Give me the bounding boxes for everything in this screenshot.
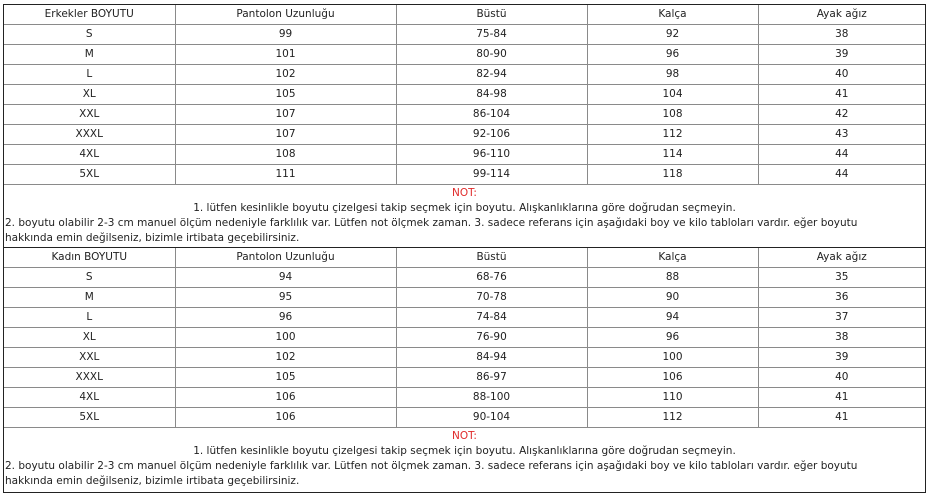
table-cell: 42	[758, 105, 925, 125]
women-header-hip: Kalça	[587, 248, 758, 268]
table-cell: 35	[758, 268, 925, 288]
table-row	[4, 408, 925, 428]
table-cell: L	[4, 65, 175, 85]
table-cell: 41	[758, 85, 925, 105]
men-note-title: NOT:	[452, 187, 477, 199]
table-cell: 5XL	[4, 165, 175, 185]
table-cell: 106	[175, 408, 396, 428]
table-cell: 86-97	[396, 368, 587, 388]
men-table-body	[4, 25, 925, 185]
women-note	[4, 428, 925, 490]
table-cell: 39	[758, 348, 925, 368]
men-note-line2: 2. boyutu olabilir 2-3 cm manuel ölçüm nedeniyle farklılık var. Lütfen not ölçmek zaman. 3. sadece referans için aşağıdaki boy ve kilo tabloları vardır. eğer boyutu hakkında emin değilseniz, bizimle irtibata geçebilirsiniz.	[5, 217, 858, 244]
table-cell: 84-94	[396, 348, 587, 368]
table-cell: 96	[175, 308, 396, 328]
table-cell: 68-76	[396, 268, 587, 288]
table-cell: XXL	[4, 348, 175, 368]
table-cell: 40	[758, 65, 925, 85]
table-cell: 114	[587, 145, 758, 165]
table-cell: 38	[758, 25, 925, 45]
table-row	[4, 268, 925, 288]
table-cell: 112	[587, 125, 758, 145]
table-cell: 88	[587, 268, 758, 288]
women-table-body	[4, 268, 925, 428]
table-cell: 40	[758, 368, 925, 388]
table-cell: 98	[587, 65, 758, 85]
table-cell: 92-106	[396, 125, 587, 145]
men-header-trouser-length: Pantolon Uzunluğu	[175, 5, 396, 25]
table-cell: 106	[175, 388, 396, 408]
men-note	[4, 185, 925, 248]
table-cell: 74-84	[396, 308, 587, 328]
table-cell: 90	[587, 288, 758, 308]
table-cell: M	[4, 45, 175, 65]
table-row	[4, 388, 925, 408]
table-cell: XXXL	[4, 125, 175, 145]
table-row	[4, 105, 925, 125]
table-cell: 90-104	[396, 408, 587, 428]
table-cell: XXXL	[4, 368, 175, 388]
table-cell: XL	[4, 328, 175, 348]
table-cell: 110	[587, 388, 758, 408]
table-cell: 86-104	[396, 105, 587, 125]
men-header-size: Erkekler BOYUTU	[4, 5, 175, 25]
table-row	[4, 65, 925, 85]
men-header-leg-opening: Ayak ağız	[758, 5, 925, 25]
table-cell: 5XL	[4, 408, 175, 428]
table-row	[4, 308, 925, 328]
table-cell: 106	[587, 368, 758, 388]
men-header-hip: Kalça	[587, 5, 758, 25]
table-cell: 41	[758, 408, 925, 428]
men-note-line1: 1. lütfen kesinlikle boyutu çizelgesi takip seçmek için boyutu. Alışkanlıklarına göre doğrudan seçmeyin.	[193, 202, 736, 214]
table-cell: 94	[175, 268, 396, 288]
table-cell: 100	[175, 328, 396, 348]
table-cell: 96	[587, 328, 758, 348]
table-row	[4, 125, 925, 145]
table-cell: 107	[175, 105, 396, 125]
table-cell: 38	[758, 328, 925, 348]
women-size-table	[4, 248, 925, 428]
table-cell: 84-98	[396, 85, 587, 105]
table-row	[4, 145, 925, 165]
men-header-row	[4, 5, 925, 25]
table-row	[4, 328, 925, 348]
table-cell: 95	[175, 288, 396, 308]
table-cell: 92	[587, 25, 758, 45]
table-cell: 108	[175, 145, 396, 165]
table-cell: 99	[175, 25, 396, 45]
table-cell: L	[4, 308, 175, 328]
table-cell: 36	[758, 288, 925, 308]
table-row	[4, 368, 925, 388]
women-note-line2: 2. boyutu olabilir 2-3 cm manuel ölçüm nedeniyle farklılık var. Lütfen not ölçmek zaman. 3. sadece referans için aşağıdaki boy ve kilo tabloları vardır. eğer boyutu hakkında emin değilseniz, bizimle irtibata geçebilirsiniz.	[5, 460, 858, 487]
women-header-size: Kadın BOYUTU	[4, 248, 175, 268]
table-cell: S	[4, 25, 175, 45]
table-cell: 4XL	[4, 388, 175, 408]
table-cell: 70-78	[396, 288, 587, 308]
size-chart-sheet	[3, 4, 926, 493]
table-row	[4, 288, 925, 308]
table-cell: 75-84	[396, 25, 587, 45]
table-cell: 112	[587, 408, 758, 428]
table-cell: 39	[758, 45, 925, 65]
table-cell: 102	[175, 65, 396, 85]
women-header-trouser-length: Pantolon Uzunluğu	[175, 248, 396, 268]
table-cell: 94	[587, 308, 758, 328]
table-cell: 44	[758, 165, 925, 185]
table-cell: 101	[175, 45, 396, 65]
table-row	[4, 348, 925, 368]
table-cell: 99-114	[396, 165, 587, 185]
table-row	[4, 25, 925, 45]
women-note-title: NOT:	[452, 430, 477, 442]
men-header-bust: Büstü	[396, 5, 587, 25]
table-cell: 37	[758, 308, 925, 328]
table-cell: 96-110	[396, 145, 587, 165]
table-cell: 111	[175, 165, 396, 185]
table-cell: XXL	[4, 105, 175, 125]
table-cell: 41	[758, 388, 925, 408]
table-cell: XL	[4, 85, 175, 105]
table-cell: 4XL	[4, 145, 175, 165]
table-cell: 100	[587, 348, 758, 368]
table-row	[4, 85, 925, 105]
table-cell: 105	[175, 368, 396, 388]
table-cell: 105	[175, 85, 396, 105]
women-note-line1: 1. lütfen kesinlikle boyutu çizelgesi takip seçmek için boyutu. Alışkanlıklarına göre doğrudan seçmeyin.	[193, 445, 736, 457]
table-cell: 107	[175, 125, 396, 145]
table-cell: 82-94	[396, 65, 587, 85]
women-header-bust: Büstü	[396, 248, 587, 268]
table-cell: 118	[587, 165, 758, 185]
women-header-leg-opening: Ayak ağız	[758, 248, 925, 268]
table-cell: 104	[587, 85, 758, 105]
men-size-table	[4, 5, 925, 185]
table-cell: M	[4, 288, 175, 308]
table-cell: 43	[758, 125, 925, 145]
table-cell: 96	[587, 45, 758, 65]
table-cell: 88-100	[396, 388, 587, 408]
table-cell: 108	[587, 105, 758, 125]
table-row	[4, 45, 925, 65]
women-header-row	[4, 248, 925, 268]
table-cell: 102	[175, 348, 396, 368]
table-row	[4, 165, 925, 185]
table-cell: 44	[758, 145, 925, 165]
table-cell: S	[4, 268, 175, 288]
table-cell: 80-90	[396, 45, 587, 65]
table-cell: 76-90	[396, 328, 587, 348]
